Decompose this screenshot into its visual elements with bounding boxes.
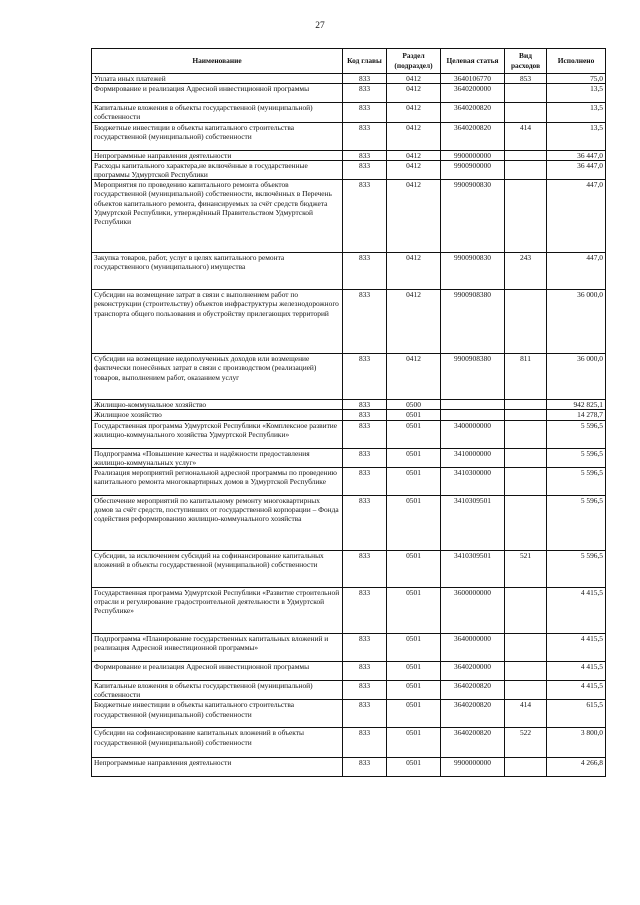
- table-row: [92, 150, 606, 160]
- cell-target: 3640106770: [441, 74, 505, 84]
- cell-target: 3640000000: [441, 634, 505, 662]
- cell-target: 3640200820: [441, 728, 505, 758]
- cell-name: Закупка товаров, работ, услуг в целях капитального ремонта государственного (муниципального) имущества: [92, 253, 343, 290]
- cell-chapter-code: 833: [343, 448, 387, 467]
- cell-name: Непрограммные направления деятельности: [92, 150, 343, 160]
- cell-target: 9900908380: [441, 290, 505, 354]
- cell-section: 0501: [387, 700, 441, 728]
- cell-name: Подпрограмма «Повышение качества и надёжности предоставления жилищно-коммунальных услуг»: [92, 448, 343, 467]
- cell-expense-type: [505, 400, 547, 410]
- cell-target: 3640200820: [441, 103, 505, 122]
- cell-target: 3600000000: [441, 588, 505, 634]
- cell-target: 3640200820: [441, 700, 505, 728]
- cell-target: 3400000000: [441, 420, 505, 448]
- header-expense-type: Вид расходов: [505, 49, 547, 74]
- cell-target: 3640200820: [441, 122, 505, 150]
- cell-executed: 447,0: [547, 180, 606, 253]
- cell-expense-type: [505, 681, 547, 700]
- cell-expense-type: 243: [505, 253, 547, 290]
- cell-executed: 615,5: [547, 700, 606, 728]
- cell-target: 3410309501: [441, 496, 505, 551]
- cell-name: Капитальные вложения в объекты государственной (муниципальной) собственности: [92, 681, 343, 700]
- cell-target: 9900000000: [441, 150, 505, 160]
- table-row: [92, 160, 606, 179]
- cell-target: 3410309501: [441, 551, 505, 588]
- table-row: [92, 180, 606, 253]
- cell-executed: 447,0: [547, 253, 606, 290]
- cell-name: Государственная программа Удмуртской Республики «Развитие строительной отрасли и регулирование градостроительной деятельности в Удмуртской Республике»: [92, 588, 343, 634]
- cell-chapter-code: 833: [343, 103, 387, 122]
- cell-section: 0412: [387, 84, 441, 103]
- budget-table: [91, 48, 606, 777]
- cell-name: Непрограммные направления деятельности: [92, 758, 343, 777]
- cell-section: 0412: [387, 180, 441, 253]
- cell-name: Бюджетные инвестиции в объекты капитального строительства государственной (муниципальной) собственности: [92, 700, 343, 728]
- table-row: [92, 290, 606, 354]
- table-row: [92, 551, 606, 588]
- table-row: [92, 728, 606, 758]
- cell-target: 3640200000: [441, 84, 505, 103]
- page-number: 27: [315, 21, 325, 31]
- table-row: [92, 410, 606, 420]
- table-row: [92, 588, 606, 634]
- cell-expense-type: [505, 588, 547, 634]
- cell-expense-type: [505, 103, 547, 122]
- cell-expense-type: [505, 180, 547, 253]
- cell-name: Формирование и реализация Адресной инвестиционной программы: [92, 662, 343, 681]
- header-section: Раздел (подраздел): [387, 49, 441, 74]
- table-row: [92, 420, 606, 448]
- cell-expense-type: 414: [505, 122, 547, 150]
- cell-section: 0412: [387, 290, 441, 354]
- cell-name: Жилищное хозяйство: [92, 410, 343, 420]
- cell-expense-type: [505, 634, 547, 662]
- cell-expense-type: [505, 410, 547, 420]
- cell-section: 0501: [387, 634, 441, 662]
- table-row: [92, 758, 606, 777]
- cell-target: [441, 410, 505, 420]
- cell-name: Субсидии на возмещение недополученных доходов или возмещение фактически понесённых затрат в связи с производством (реализацией) товаров, выполнением работ, оказанием услуг: [92, 354, 343, 400]
- cell-expense-type: 521: [505, 551, 547, 588]
- cell-expense-type: [505, 84, 547, 103]
- header-target: Целевая статья: [441, 49, 505, 74]
- cell-chapter-code: 833: [343, 634, 387, 662]
- cell-target: 9900908380: [441, 354, 505, 400]
- cell-chapter-code: 833: [343, 84, 387, 103]
- table-row: [92, 103, 606, 122]
- cell-name: Субсидии на софинансирование капитальных вложений в объекты государственной (муниципальной) собственности: [92, 728, 343, 758]
- cell-target: 9900900830: [441, 253, 505, 290]
- cell-executed: 4 415,5: [547, 681, 606, 700]
- cell-expense-type: [505, 160, 547, 179]
- cell-section: 0501: [387, 728, 441, 758]
- cell-executed: 36 000,0: [547, 290, 606, 354]
- cell-section: 0412: [387, 253, 441, 290]
- cell-target: 3640200000: [441, 662, 505, 681]
- cell-name: Подпрограмма «Планирование государственных капитальных вложений и реализация Адресной инвестиционной программы»: [92, 634, 343, 662]
- cell-chapter-code: 833: [343, 400, 387, 410]
- cell-name: Бюджетные инвестиции в объекты капитального строительства государственной (муниципальной) собственности: [92, 122, 343, 150]
- cell-expense-type: [505, 290, 547, 354]
- cell-executed: 4 415,5: [547, 634, 606, 662]
- table-row: [92, 448, 606, 467]
- cell-name: Жилищно-коммунальное хозяйство: [92, 400, 343, 410]
- cell-executed: 3 800,0: [547, 728, 606, 758]
- cell-section: 0412: [387, 150, 441, 160]
- cell-name: Уплата иных платежей: [92, 74, 343, 84]
- cell-chapter-code: 833: [343, 354, 387, 400]
- cell-expense-type: [505, 150, 547, 160]
- cell-target: 9900900000: [441, 160, 505, 179]
- table-row: [92, 496, 606, 551]
- table-row: [92, 700, 606, 728]
- table-row: [92, 354, 606, 400]
- cell-section: 0500: [387, 400, 441, 410]
- table-row: [92, 400, 606, 410]
- table-row: [92, 253, 606, 290]
- cell-name: Реализация мероприятий региональной адресной программы по проведению капитального ремонта многоквартирных домов в Удмуртской Республике: [92, 468, 343, 496]
- cell-expense-type: 811: [505, 354, 547, 400]
- cell-chapter-code: 833: [343, 681, 387, 700]
- cell-expense-type: [505, 662, 547, 681]
- cell-chapter-code: 833: [343, 74, 387, 84]
- cell-chapter-code: 833: [343, 160, 387, 179]
- cell-executed: 4 415,5: [547, 662, 606, 681]
- cell-section: 0501: [387, 496, 441, 551]
- cell-section: 0501: [387, 468, 441, 496]
- cell-executed: 5 596,5: [547, 468, 606, 496]
- cell-executed: 36 000,0: [547, 354, 606, 400]
- cell-executed: 75,0: [547, 74, 606, 84]
- cell-executed: 5 596,5: [547, 496, 606, 551]
- cell-chapter-code: 833: [343, 468, 387, 496]
- cell-expense-type: [505, 758, 547, 777]
- cell-executed: 14 278,7: [547, 410, 606, 420]
- cell-chapter-code: 833: [343, 662, 387, 681]
- table-row: [92, 74, 606, 84]
- cell-executed: 5 596,5: [547, 551, 606, 588]
- cell-executed: 13,5: [547, 122, 606, 150]
- table-body: [92, 74, 606, 777]
- cell-chapter-code: 833: [343, 150, 387, 160]
- cell-expense-type: [505, 496, 547, 551]
- header-chapter-code: Код главы: [343, 49, 387, 74]
- cell-chapter-code: 833: [343, 290, 387, 354]
- cell-section: 0501: [387, 588, 441, 634]
- cell-expense-type: 853: [505, 74, 547, 84]
- cell-target: [441, 400, 505, 410]
- cell-expense-type: [505, 420, 547, 448]
- cell-target: 9900900830: [441, 180, 505, 253]
- cell-target: 9900000000: [441, 758, 505, 777]
- cell-section: 0501: [387, 448, 441, 467]
- cell-executed: 5 596,5: [547, 448, 606, 467]
- cell-section: 0501: [387, 410, 441, 420]
- cell-executed: 13,5: [547, 84, 606, 103]
- cell-chapter-code: 833: [343, 551, 387, 588]
- cell-chapter-code: 833: [343, 758, 387, 777]
- cell-section: 0501: [387, 681, 441, 700]
- cell-target: 3410300000: [441, 468, 505, 496]
- header-row: [92, 49, 606, 74]
- cell-executed: 36 447,0: [547, 150, 606, 160]
- cell-expense-type: [505, 448, 547, 467]
- cell-chapter-code: 833: [343, 700, 387, 728]
- table-row: [92, 84, 606, 103]
- cell-name: Расходы капитального характера,не включённые в государственные программы Удмуртской Республики: [92, 160, 343, 179]
- cell-chapter-code: 833: [343, 410, 387, 420]
- cell-name: Капитальные вложения в объекты государственной (муниципальной) собственности: [92, 103, 343, 122]
- cell-chapter-code: 833: [343, 122, 387, 150]
- cell-section: 0412: [387, 160, 441, 179]
- cell-executed: 13,5: [547, 103, 606, 122]
- cell-name: Формирование и реализация Адресной инвестиционной программы: [92, 84, 343, 103]
- cell-expense-type: [505, 468, 547, 496]
- cell-name: Государственная программа Удмуртской Республики «Комплексное развитие жилищно-коммунального хозяйства Удмуртской Республики»: [92, 420, 343, 448]
- cell-chapter-code: 833: [343, 728, 387, 758]
- cell-executed: 36 447,0: [547, 160, 606, 179]
- cell-chapter-code: 833: [343, 420, 387, 448]
- cell-executed: 5 596,5: [547, 420, 606, 448]
- cell-chapter-code: 833: [343, 588, 387, 634]
- cell-name: Субсидии, за исключением субсидий на софинансирование капитальных вложений в объекты государственной (муниципальной) собственности: [92, 551, 343, 588]
- cell-chapter-code: 833: [343, 253, 387, 290]
- cell-section: 0412: [387, 74, 441, 84]
- cell-executed: 4 266,8: [547, 758, 606, 777]
- table-row: [92, 634, 606, 662]
- cell-chapter-code: 833: [343, 496, 387, 551]
- table-row: [92, 122, 606, 150]
- cell-section: 0412: [387, 122, 441, 150]
- table-row: [92, 662, 606, 681]
- cell-name: Мероприятия по проведению капитального ремонта объектов государственной (муниципальной) собственности, включённых в Перечень объектов капитального ремонта, финансируемых за счёт средств бюджета Удмуртской Республики, утверждённый Правительством Удмуртской Республики: [92, 180, 343, 253]
- cell-section: 0412: [387, 354, 441, 400]
- cell-executed: 942 825,1: [547, 400, 606, 410]
- cell-name: Субсидии на возмещение затрат в связи с выполнением работ по реконструкции (строительству) объектов инфраструктуры железнодорожного транспорта общего пользования и обустройству прилегающих территорий: [92, 290, 343, 354]
- cell-section: 0412: [387, 103, 441, 122]
- table-row: [92, 681, 606, 700]
- cell-section: 0501: [387, 420, 441, 448]
- cell-section: 0501: [387, 551, 441, 588]
- header-name: Наименование: [92, 49, 343, 74]
- cell-name: Обеспечение мероприятий по капитальному ремонту многоквартирных домов за счёт средств, поступивших от государственной корпорации – Фонда содействия реформированию жилищно-коммунального хозяйства: [92, 496, 343, 551]
- cell-section: 0501: [387, 758, 441, 777]
- cell-target: 3410000000: [441, 448, 505, 467]
- cell-section: 0501: [387, 662, 441, 681]
- table-row: [92, 468, 606, 496]
- cell-expense-type: 522: [505, 728, 547, 758]
- cell-expense-type: 414: [505, 700, 547, 728]
- header-executed: Исполнено: [547, 49, 606, 74]
- cell-chapter-code: 833: [343, 180, 387, 253]
- cell-executed: 4 415,5: [547, 588, 606, 634]
- cell-target: 3640200820: [441, 681, 505, 700]
